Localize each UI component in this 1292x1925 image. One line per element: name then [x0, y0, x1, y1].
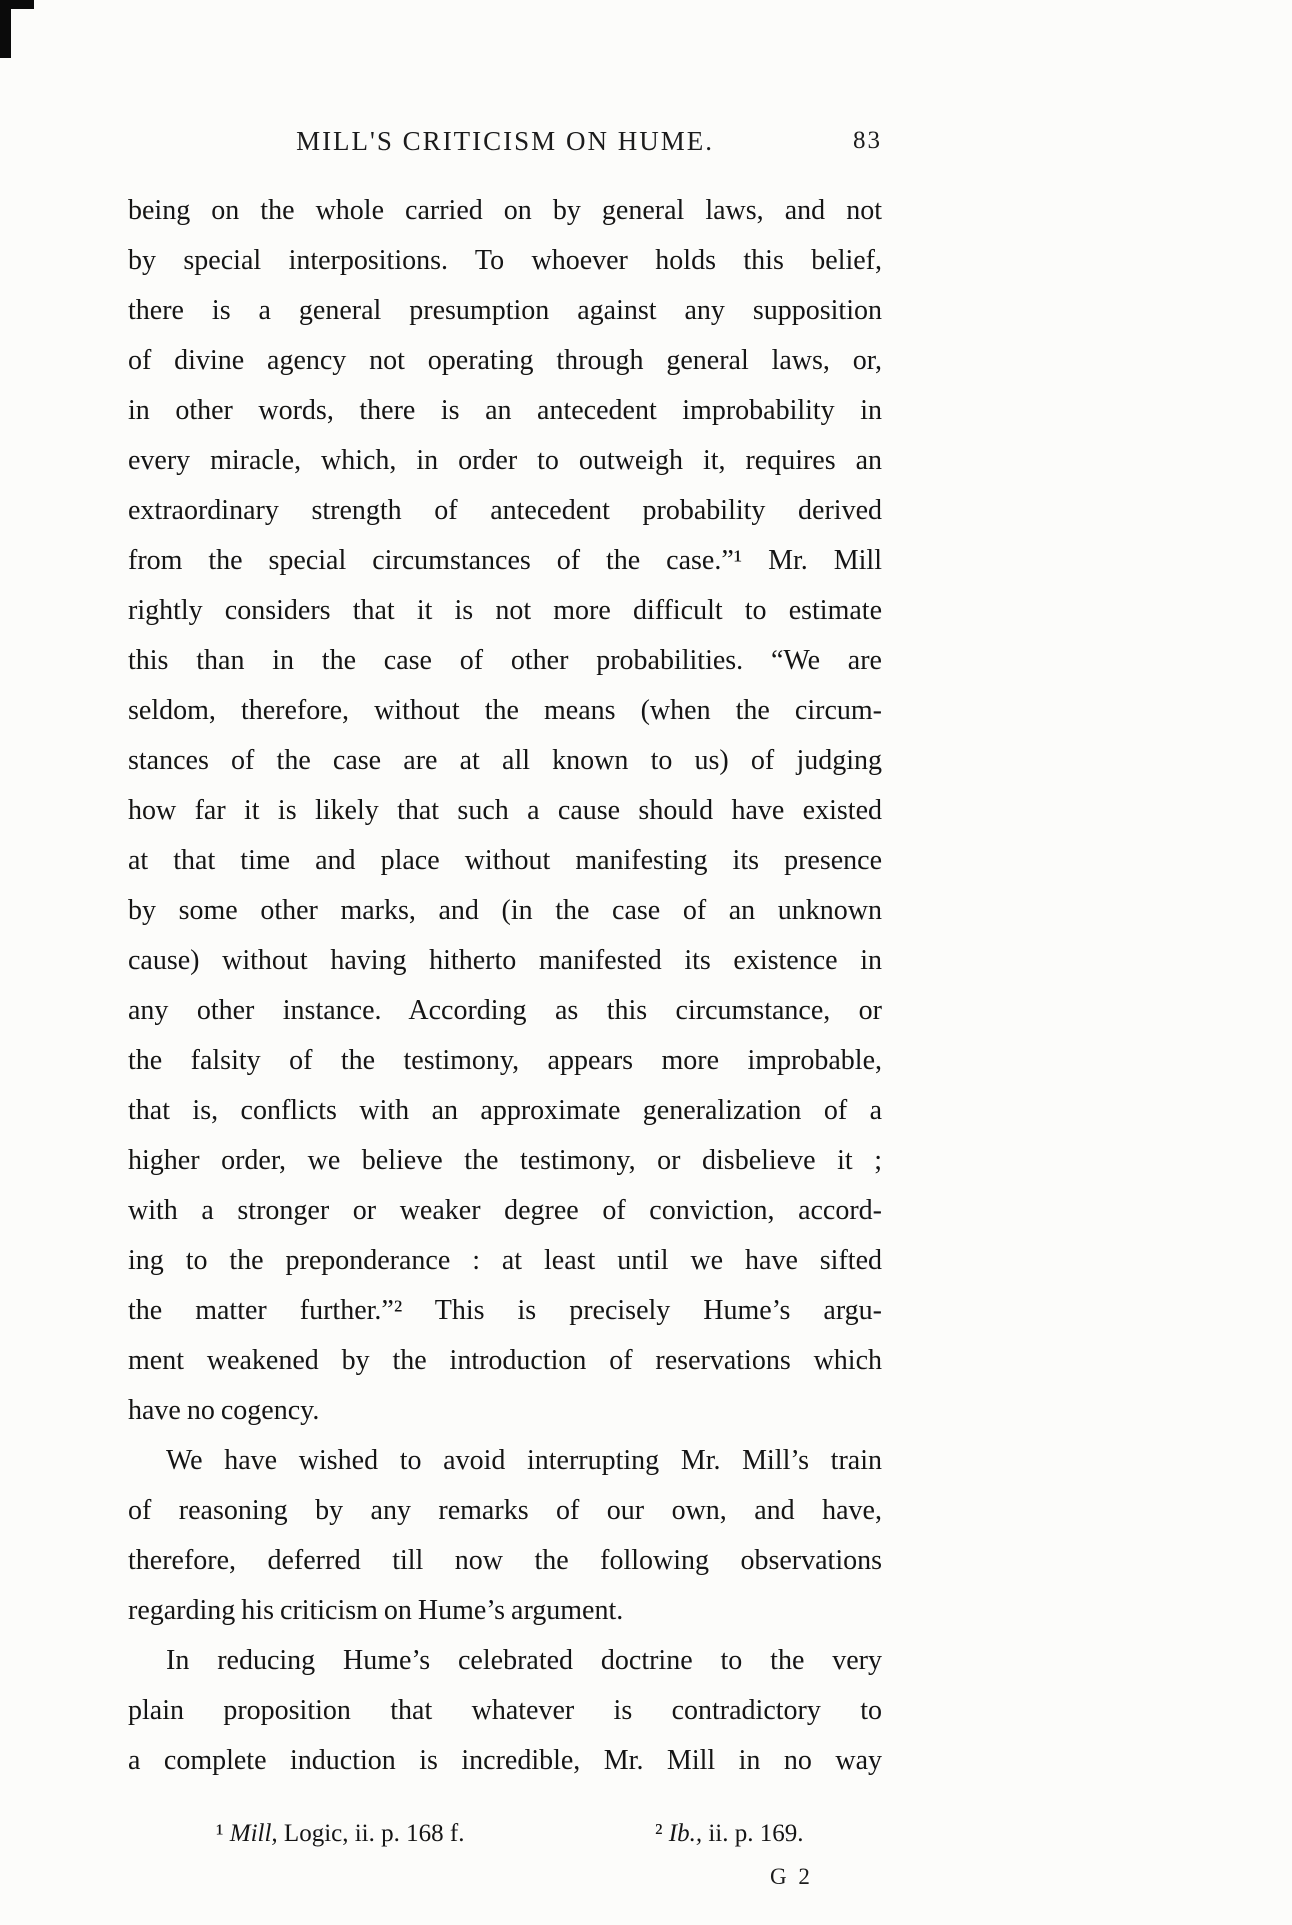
text-line: the matter further.”² This is precisely Hume’s argu-: [128, 1295, 882, 1326]
signature-mark: G 2: [770, 1864, 813, 1889]
text-line: extraordinary strength of antecedent probability derived: [128, 495, 882, 526]
text-line: this than in the case of other probabilities. “We are: [128, 645, 882, 676]
footnote-2-work: Ib.,: [668, 1820, 703, 1847]
text-line: being on the whole carried on by general laws, and not: [128, 195, 882, 226]
text-line: from the special circumstances of the case.”¹ Mr. Mill: [128, 545, 882, 576]
text-line: of divine agency not operating through general laws, or,: [128, 345, 882, 376]
footnote-1-marker: ¹: [216, 1820, 224, 1847]
text-line: cause) without having hitherto manifested its existence in: [128, 945, 882, 976]
running-head: [128, 122, 882, 166]
scan-artifact: [0, 0, 34, 9]
text-line: regarding his criticism on Hume’s argument.: [128, 1595, 624, 1626]
text-line: ing to the preponderance : at least until we have sifted: [128, 1245, 882, 1276]
text-line: ment weakened by the introduction of reservations which: [128, 1345, 882, 1376]
text-line: by special interpositions. To whoever holds this belief,: [128, 245, 882, 276]
footnote-2: [655, 1820, 803, 1848]
text-line: there is a general presumption against any supposition: [128, 295, 882, 326]
text-line: how far it is likely that such a cause should have existed: [128, 795, 882, 826]
text-line: in other words, there is an antecedent improbability in: [128, 395, 882, 426]
footnote-1-work: Mill,: [229, 1820, 278, 1847]
text-line: stances of the case are at all known to us) of judging: [128, 745, 882, 776]
footnote-1-citation: Logic, ii. p. 168 f.: [283, 1820, 465, 1847]
paragraph: [128, 186, 882, 1436]
footnotes: [128, 1820, 882, 1860]
text-line: with a stronger or weaker degree of conviction, accord-: [128, 1195, 882, 1226]
text-line: seldom, therefore, without the means (when the circum-: [128, 695, 882, 726]
text-line: plain proposition that whatever is contradictory to: [128, 1695, 882, 1726]
text-block: [128, 122, 882, 1786]
text-line: We have wished to avoid interrupting Mr. Mill’s train: [166, 1445, 882, 1476]
paragraph: [128, 1636, 882, 1786]
text-line: rightly considers that it is not more difficult to estimate: [128, 595, 882, 626]
paragraph: [128, 1436, 882, 1636]
text-line: the falsity of the testimony, appears more improbable,: [128, 1045, 882, 1076]
running-title: MILL'S CRITICISM ON HUME.: [296, 126, 714, 156]
page-number: 83: [853, 127, 882, 154]
text-line: at that time and place without manifesting its presence: [128, 845, 882, 876]
text-line: therefore, deferred till now the following observations: [128, 1545, 882, 1576]
text-line: a complete induction is incredible, Mr. Mill in no way: [128, 1745, 882, 1776]
footnote-2-citation: ii. p. 169.: [708, 1820, 804, 1847]
text-line: every miracle, which, in order to outweigh it, requires an: [128, 445, 882, 476]
footnote-1: [216, 1820, 464, 1848]
text-line: by some other marks, and (in the case of an unknown: [128, 895, 882, 926]
footnote-2-marker: ²: [655, 1820, 663, 1847]
text-line: have no cogency.: [128, 1395, 320, 1426]
text-line: In reducing Hume’s celebrated doctrine to the very: [166, 1645, 882, 1676]
text-line: that is, conflicts with an approximate generalization of a: [128, 1095, 882, 1126]
text-line: higher order, we believe the testimony, or disbelieve it ;: [128, 1145, 882, 1176]
body-text: [128, 186, 882, 1786]
text-line: of reasoning by any remarks of our own, and have,: [128, 1495, 882, 1526]
text-line: any other instance. According as this circumstance, or: [128, 995, 882, 1026]
